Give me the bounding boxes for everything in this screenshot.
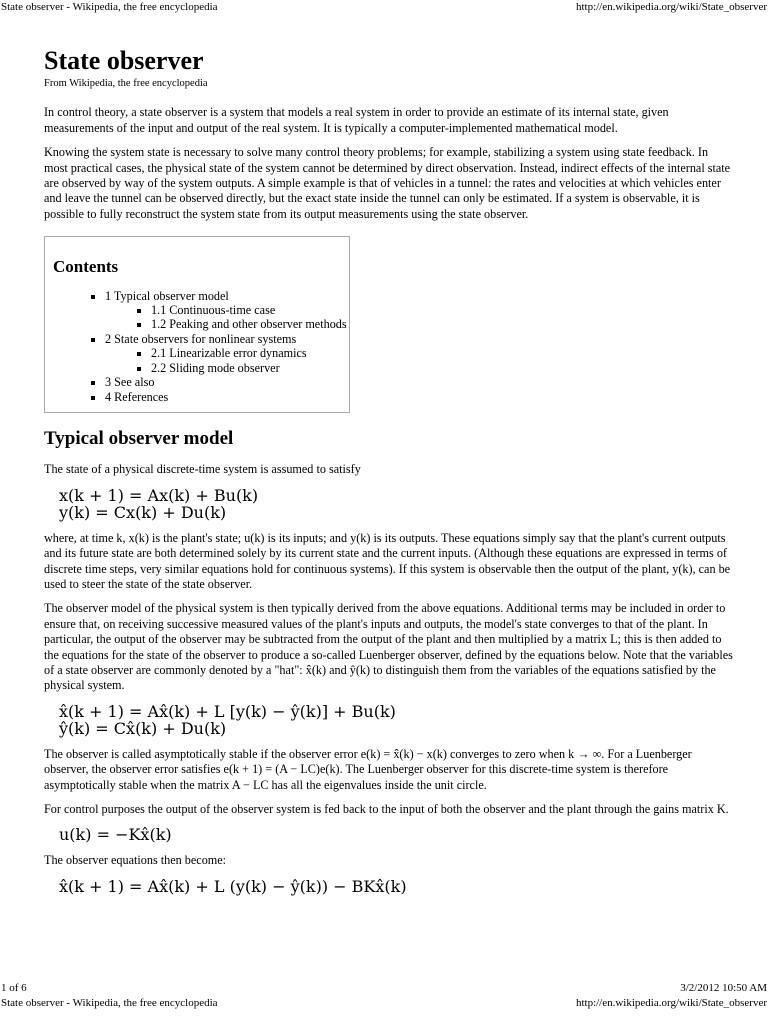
equation-control-law	[59, 826, 734, 843]
toc-item[interactable]: ▪ 1 Typical observer model ▪ 1.1 Continuous-time case ▪ 1.2 Peaking and other observer methods	[105, 289, 349, 332]
paragraph-control: For control purposes the output of the observer system is fed back to the input of both the observer and the plant through the gains matrix K.	[44, 802, 729, 816]
toc-subitem[interactable]: ▪ 1.2 Peaking and other observer methods	[151, 317, 349, 331]
paragraph-become: The observer equations then become:	[44, 853, 227, 868]
equation-state-system	[59, 487, 734, 521]
page-number: 1 of 6	[1, 982, 27, 994]
equation-line: x̂(k + 1) = Ax̂(k) + L (y(k) − ŷ(k)) − BKx̂(k)	[59, 876, 407, 896]
equation-line: u(k) = −Kx̂(k)	[59, 825, 172, 845]
page-title: State observer	[44, 46, 204, 75]
toc-subitem[interactable]: ▪ 2.1 Linearizable error dynamics	[151, 346, 349, 360]
section-heading: Typical observer model	[44, 427, 234, 449]
toc-subitem[interactable]: ▪ 2.2 Sliding mode observer	[151, 361, 349, 375]
page-subtitle: From Wikipedia, the free encyclopedia	[44, 78, 208, 89]
equation-line: ŷ(k) = Cx̂(k) + Du(k)	[59, 718, 227, 738]
paragraph-where: where, at time k, x(k) is the plant's state; u(k) is its inputs; and y(k) is its outputs. These equations simply say that the plant's current outputs and its future state are both determined solely by its current state and the current inputs. (Although these equations are expressed in terms of discrete time steps, very similar equations hold for continuous systems). If this system is observable then the output of the plant, y(k), can be used to steer the state of the state observer.	[44, 530, 731, 591]
equation-line: x̂(k + 1) = Ax̂(k) + L [y(k) − ŷ(k)] + Bu(k)	[59, 701, 396, 721]
toc-subitem[interactable]: ▪ 1.1 Continuous-time case	[151, 303, 349, 317]
equation-closed-loop	[59, 878, 734, 895]
paragraph-observer-model: The observer model of the physical system is then typically derived from the above equations. Additional terms may be included in order to ensure that, on receiving successive measured values of the plant's inputs and outputs, the model's state converges to that of the plant. In particular, the output of the observer may be subtracted from the output of the plant and then multiplied by a matrix L; this is then added to the equations for the state of the observer to produce a so-called Luenberger observer, defined by the equations below. Note that the variables of a state observer are commonly denoted by a "hat": x̂(k) and ŷ(k) to distinguish them from the variables of the equations satisfied by the physical system.	[44, 601, 733, 693]
toc-list	[53, 289, 349, 404]
article-content	[44, 46, 734, 905]
toc-title: Contents	[53, 257, 119, 277]
print-header	[1, 1, 767, 13]
print-footer-title: State observer - Wikipedia, the free encyclopedia	[1, 997, 218, 1009]
print-footer-page	[1, 982, 767, 994]
toc-item[interactable]: ▪ 4 References	[105, 390, 349, 404]
equation-line: x(k + 1) = Ax(k) + Bu(k)	[59, 485, 259, 505]
toc-item[interactable]: ▪ 2 State observers for nonlinear systems ▪ 2.1 Linearizable error dynamics ▪ 2.2 Sliding mode observer	[105, 332, 349, 375]
print-footer-url: http://en.wikipedia.org/wiki/State_observer	[575, 997, 767, 1009]
paragraph-stability: The observer is called asymptotically stable if the observer error e(k) = x̂(k) − x(k) converges to zero when k → ∞. For a Luenberger observer, the observer error satisfies e(k + 1) = (A − LC)e(k). The Luenberger observer for this discrete-time system is therefore asymptotically stable when the matrix A − LC has all the eigenvalues inside the unit circle.	[44, 746, 692, 792]
print-header-title: State observer - Wikipedia, the free encyclopedia	[1, 1, 218, 13]
print-header-url: http://en.wikipedia.org/wiki/State_observer	[575, 1, 767, 13]
print-footer	[1, 997, 767, 1009]
intro-paragraph: In control theory, a state observer is a system that models a real system in order to provide an estimate of its internal state, given measurements of the input and output of the real system. It is typically a computer-implemented mathematical model.	[44, 105, 669, 135]
toc-item[interactable]: ▪ 3 See also	[105, 375, 349, 389]
section-intro: The state of a physical discrete-time system is assumed to satisfy	[44, 462, 361, 477]
equation-line: y(k) = Cx(k) + Du(k)	[59, 502, 227, 522]
table-of-contents	[44, 236, 350, 413]
print-datetime: 3/2/2012 10:50 AM	[680, 982, 767, 994]
state-knowledge-paragraph: Knowing the system state is necessary to solve many control theory problems; for example, stabilizing a system using state feedback. In most practical cases, the physical state of the system cannot be determined by direct observation. Instead, indirect effects of the internal state are observed by way of the system outputs. A simple example is that of vehicles in a tunnel: the rates and velocities at which vehicles enter and leave the tunnel can be observed directly, but the exact state inside the tunnel can only be estimated. If a system is observable, it is possible to fully reconstruct the system state from its output measurements using the state observer.	[44, 145, 731, 221]
equation-observer	[59, 703, 734, 737]
